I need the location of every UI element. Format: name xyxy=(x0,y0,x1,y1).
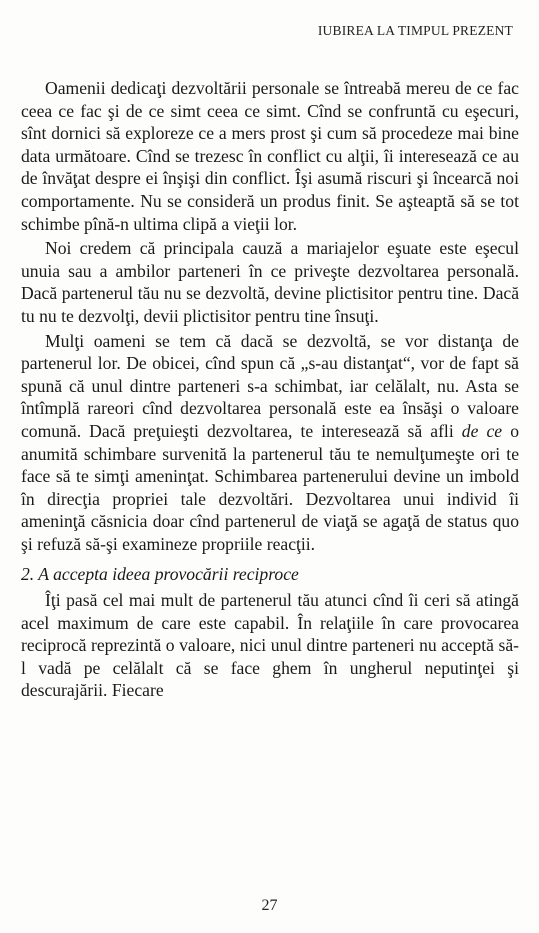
paragraph-failed-marriages: Noi credem că principala cauză a mariajelor eşuate este eşecul unuia sau a ambilor parteneri în ce priveşte dezvoltarea personală. Dacă partenerul tău nu se dezvoltă, devine plictisitor pentru tine. Dacă tu nu te dezvolţi, devii plictisitor pentru tine însuţi. xyxy=(21,238,519,326)
body-text xyxy=(21,77,519,702)
paragraph-growing-apart xyxy=(21,330,519,556)
paragraph-text-start: Mulţi oameni se tem că dacă se dezvoltă, se vor distanţa de partenerul lor. De obicei, cînd spun că „s-au distanţat“, vor de fapt să spună că unul dintre parteneri s-a schimbat, iar celălalt, nu. Asta se întîmplă rareori cînd dezvoltarea personală este ea însăşi o valoare comună. Dacă preţuieşti dezvoltarea, te interesează să afli xyxy=(21,330,519,441)
emphasis-de-ce: de ce xyxy=(461,420,503,441)
section-heading: 2. A accepta ideea provocării reciproce xyxy=(21,564,299,585)
running-header: IUBIREA LA TIMPUL PREZENT xyxy=(317,23,513,38)
paragraph-mutual-challenge: Îţi pasă cel mai mult de partenerul tău atunci cînd îi ceri să atingă acel maximum de care este capabil. În relaţiile în care provocarea reciprocă reprezintă o valoare, nici unul dintre parteneri nu acceptă să-l vadă pe celălalt că se face ghem în ungherul neputinţei şi descurajării. Fiecare xyxy=(21,590,519,701)
paragraph-personal-development: Oamenii dedicaţi dezvoltării personale se întreabă mereu de ce fac ceea ce fac şi de ce simt ceea ce simt. Cînd se confruntă cu eşecuri, sînt dornici să exploreze ce a mers prost şi cum să procedeze mai bine data următoare. Cînd se trezesc în conflict cu alţii, îi interesează ce au de învăţat despre ei înşişi din conflict. Îşi asumă riscuri şi încearcă noi comportamente. Nu se consideră un produs finit. Se aşteaptă să se tot schimbe pînă-n ultima clipă a vieţii lor. xyxy=(21,78,519,234)
page-number: 27 xyxy=(261,897,278,914)
paragraph-text-end: o anumită schimbare survenită la partenerul tău te nemulţumeşte ori te face să te simţi ameninţat. Schimbarea partenerului devine un imbold în direcţia propriei tale dezvoltări. Dezvoltarea unui individ îi ameninţă căsnicia doar cînd partenerul de viaţă se agaţă de status quo şi refuză să-şi examineze propriile reacţii. xyxy=(21,420,519,554)
